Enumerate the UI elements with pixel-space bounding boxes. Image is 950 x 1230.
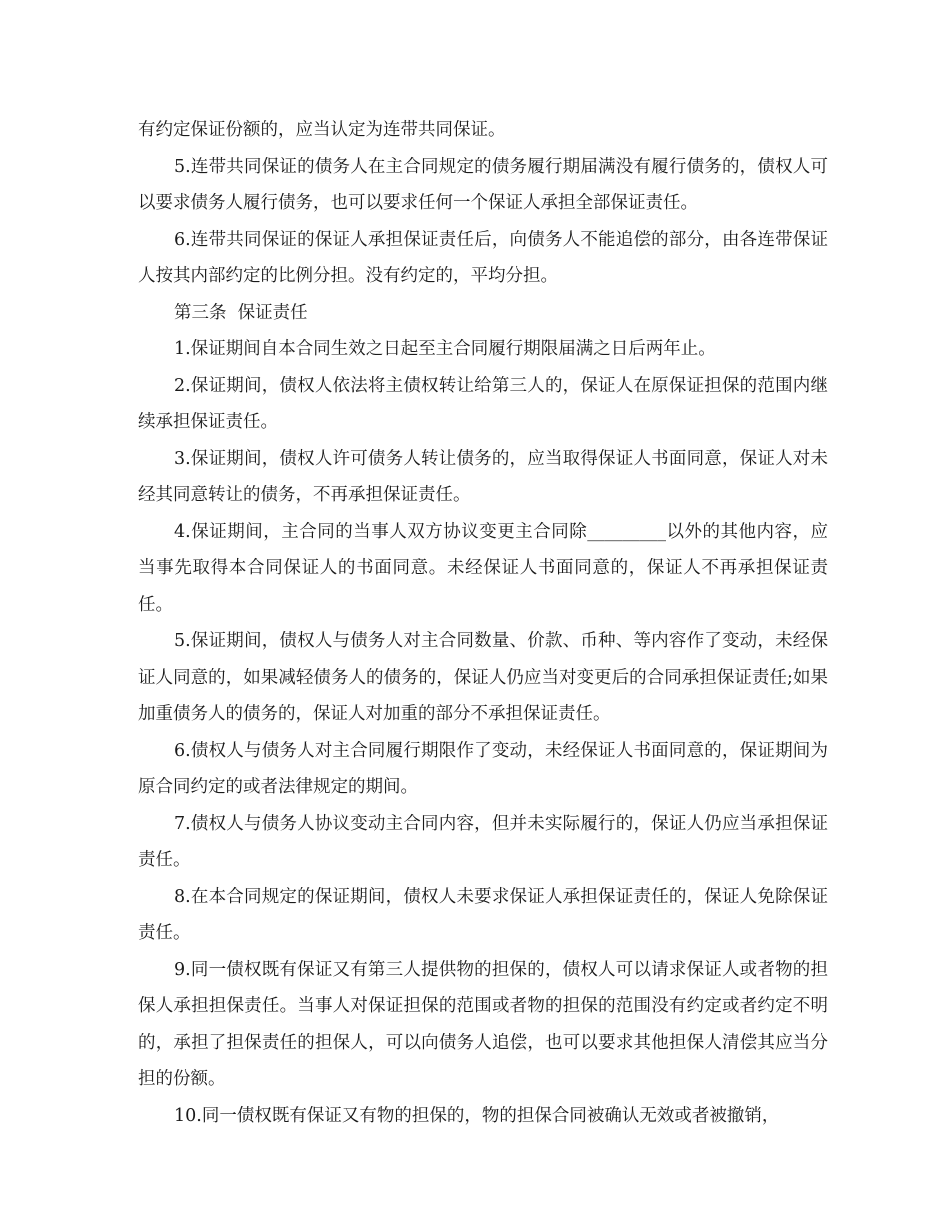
paragraph: 4.保证期间，主合同的当事人双方协议变更主合同除_________以外的其他内容，应当事先取得本合同保证人的书面同意。未经保证人书面同意的，保证人不再承担保证责任。	[138, 521, 828, 615]
paragraph: 2.保证期间，债权人依法将主债权转让给第三人的，保证人在原保证担保的范围内继续承担保证责任。	[138, 375, 828, 432]
paragraph: 3.保证期间，债权人许可债务人转让债务的，应当取得保证人书面同意，保证人对未经其同意转让的债务，不再承担保证责任。	[138, 448, 828, 505]
paragraph: 8.在本合同规定的保证期间，债权人未要求保证人承担保证责任的，保证人免除保证责任。	[138, 886, 828, 943]
section-heading: 第三条 保证责任	[174, 302, 308, 323]
document-body	[138, 112, 828, 1134]
paragraph: 9.同一债权既有保证又有第三人提供物的担保的，债权人可以请求保证人或者物的担保人承担担保责任。当事人对保证担保的范围或者物的担保的范围没有约定或者约定不明的，承担了担保责任的担保人，可以向债务人追偿，也可以要求其他担保人清偿其应当分担的份额。	[138, 959, 828, 1089]
paragraph: 5.连带共同保证的债务人在主合同规定的债务履行期届满没有履行债务的，债权人可以要求债务人履行债务，也可以要求任何一个保证人承担全部保证责任。	[138, 156, 828, 213]
paragraph: 6.连带共同保证的保证人承担保证责任后，向债务人不能追偿的部分，由各连带保证人按其内部约定的比例分担。没有约定的，平均分担。	[138, 229, 828, 286]
paragraph: 6.债权人与债务人对主合同履行期限作了变动，未经保证人书面同意的，保证期间为原合同约定的或者法律规定的期间。	[138, 740, 828, 797]
paragraph: 有约定保证份额的，应当认定为连带共同保证。	[138, 120, 506, 140]
paragraph: 1.保证期间自本合同生效之日起至主合同履行期限届满之日后两年止。	[174, 339, 716, 359]
paragraph: 10.同一债权既有保证又有物的担保的，物的担保合同被确认无效或者被撤销，	[174, 1105, 780, 1126]
paragraph: 5.保证期间，债权人与债务人对主合同数量、价款、币种、等内容作了变动，未经保证人同意的，如果减轻债务人的债务的，保证人仍应当对变更后的合同承担保证责任;如果加重债务人的债务的，保证人对加重的部分不承担保证责任。	[138, 631, 828, 724]
paragraph: 7.债权人与债务人协议变动主合同内容，但并未实际履行的，保证人仍应当承担保证责任。	[138, 813, 828, 870]
